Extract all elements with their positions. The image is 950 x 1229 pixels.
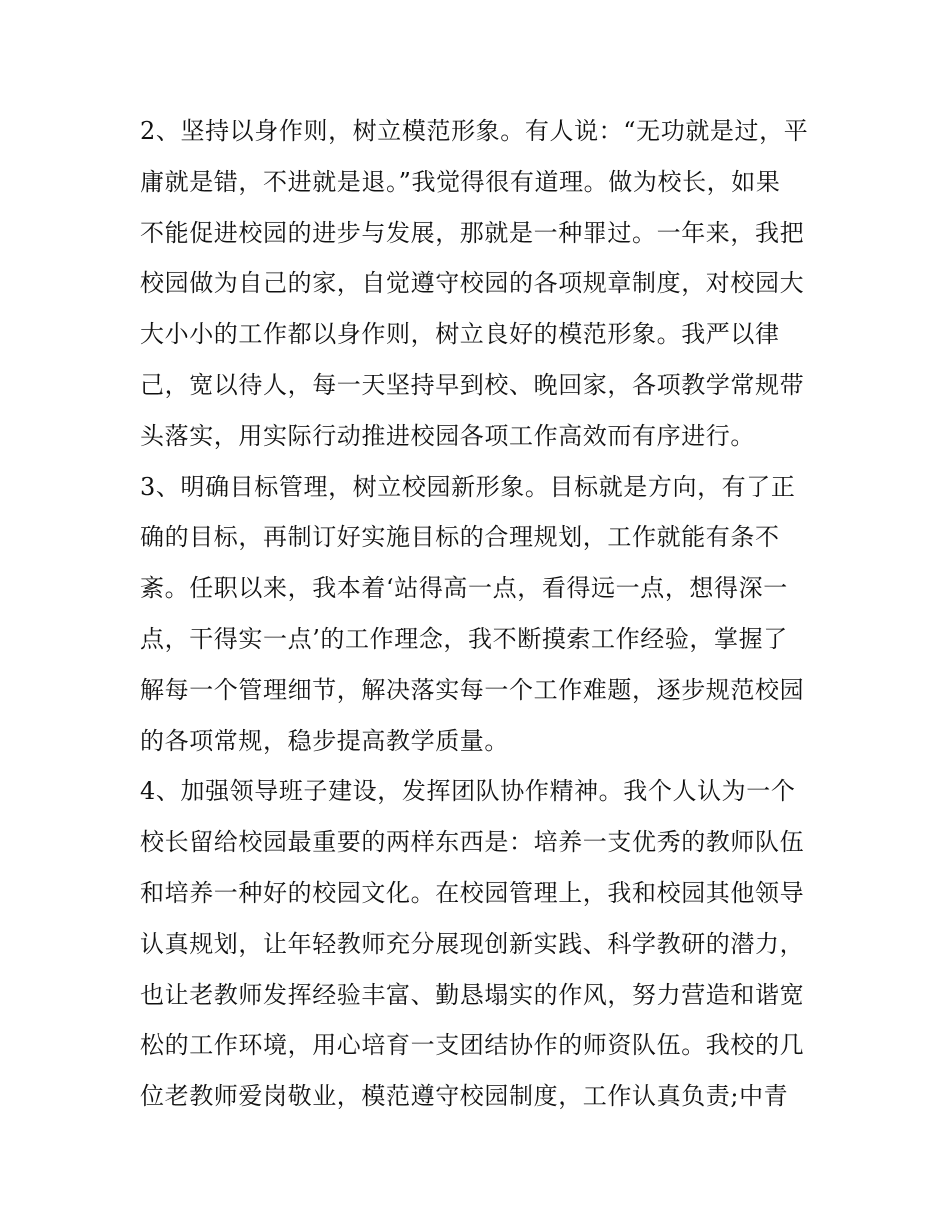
text-line: 松的工作环境，用心培育一支团结协作的师资队伍。我校的几 [140, 1031, 805, 1060]
text-line: 位老教师爱岗敬业，模范遵守校园制度，工作认真负责;中青 [140, 1082, 789, 1111]
text-line: 也让老教师发挥经验丰富、勤恳塌实的作风，努力营造和谐宽 [140, 980, 805, 1009]
text-line: 校长留给校园最重要的两样东西是：培养一支优秀的教师队伍 [140, 828, 805, 857]
text-line: 2、坚持以身作则，树立模范形象。有人说：“无功就是过，平 [140, 117, 809, 145]
body-text [140, 106, 830, 1122]
text-line: 点，干得实一点’的工作理念，我不断摸索工作经验，掌握了 [140, 624, 788, 653]
text-line: 庸就是错，不进就是退。”我觉得很有道理。做为校长，如果 [140, 167, 781, 196]
text-line: 确的目标，再制订好实施目标的合理规划，工作就能有条不 [140, 523, 780, 552]
text-line: 的各项常规，稳步提高教学质量。 [140, 726, 509, 755]
text-line: 紊。任职以来，我本着‘站得高一点，看得远一点，想得深一 [140, 574, 788, 603]
text-line: 和培养一种好的校园文化。在校园管理上，我和校园其他领导 [140, 878, 805, 907]
text-line: 校园做为自己的家，自觉遵守校园的各项规章制度，对校园大 [140, 269, 805, 298]
text-line: 己，宽以待人，每一天坚持早到校、晚回家，各项教学常规带 [140, 370, 805, 399]
text-line: 大小小的工作都以身作则，树立良好的模范形象。我严以律 [140, 320, 780, 349]
text-line: 4、加强领导班子建设，发挥团队协作精神。我个人认为一个 [140, 777, 796, 806]
text-line: 不能促进校园的进步与发展，那就是一种罪过。一年来，我把 [140, 218, 805, 247]
text-line: 解每一个管理细节，解决落实每一个工作难题，逐步规范校园 [140, 675, 805, 704]
text-line: 头落实，用实际行动推进校园各项工作高效而有序进行。 [140, 421, 755, 450]
text-line: 3、明确目标管理，树立校园新形象。目标就是方向，有了正 [140, 472, 796, 501]
text-line: 认真规划，让年轻教师充分展现创新实践、科学教研的潜力， [140, 929, 805, 958]
